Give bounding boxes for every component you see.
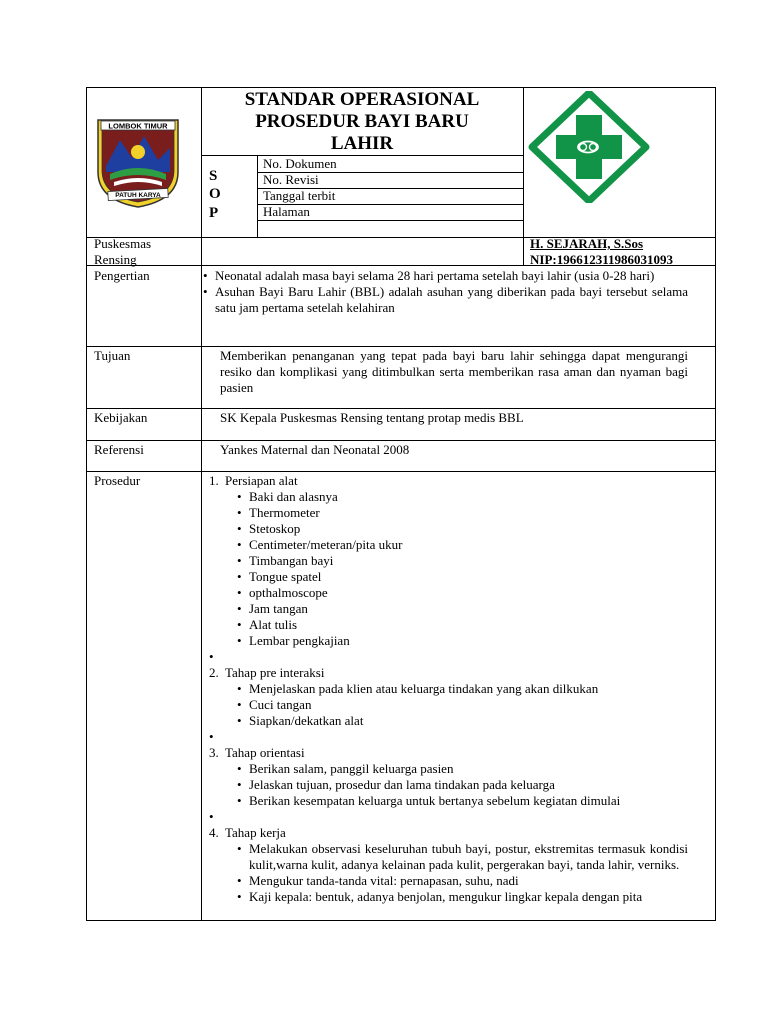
title-line: PROSEDUR BAYI BARU [255, 111, 469, 132]
list-item: • Stetoskop [237, 521, 688, 537]
list-item: • Jelaskan tujuan, prosedur dan lama tindakan pada keluarga [237, 777, 688, 793]
tujuan-text: Memberikan penanganan yang tepat pada bayi baru lahir sehingga dapat mengurangi resiko dan komplikasi yang ditimbulkan serta memberikan rasa aman dan nyaman bagi pasien [220, 348, 688, 395]
signer-name: H. SEJARAH, S.Sos [530, 236, 644, 251]
list-item: • Melakukan observasi keseluruhan tubuh bayi, postur, ekstremitas termasuk kondisi kulit,warna kulit, adanya kelainan pada kulit, pergerakan bayi, tanda lahir, verniks. [237, 841, 688, 873]
step-title: Tahap pre interaksi [225, 665, 325, 680]
list-item: • Siapkan/dekatkan alat [237, 713, 688, 729]
list-item: • Alat tulis [237, 617, 688, 633]
list-item: • Cuci tangan [237, 697, 688, 713]
divider [257, 155, 258, 237]
org-label [94, 236, 151, 268]
divider [87, 471, 716, 472]
halaman-label: Halaman [263, 204, 310, 219]
kebijakan-label: Kebijakan [94, 410, 148, 425]
org-label-line: Puskesmas [94, 236, 152, 251]
divider [87, 408, 716, 409]
list-item: • Centimeter/meteran/pita ukur [237, 537, 688, 553]
spacer [209, 809, 688, 825]
sop-letter: P [209, 205, 219, 221]
divider [201, 155, 523, 156]
step-number: 1. [209, 473, 219, 488]
tujuan-label: Tujuan [94, 348, 131, 363]
org-label-line: Rensing [94, 252, 137, 267]
list-item: • Tongue spatel [237, 569, 688, 585]
no-revisi-label: No. Revisi [263, 172, 319, 187]
list-item: • Berikan kesempatan keluarga untuk bertanya sebelum kegiatan dimulai [237, 793, 688, 809]
document-title [203, 89, 521, 155]
step-title: Tahap kerja [225, 825, 286, 840]
list-item: • Thermometer [237, 505, 688, 521]
step-title: Tahap orientasi [225, 745, 305, 760]
procedure-step [209, 473, 688, 649]
lombok-timur-emblem [92, 114, 184, 210]
sop-letter: S [209, 168, 218, 184]
emblem-text-top: LOMBOK TIMUR [108, 121, 168, 131]
divider [87, 346, 716, 347]
puskesmas-cross-logo [528, 91, 650, 203]
pengertian-label: Pengertian [94, 268, 150, 283]
title-line: LAHIR [330, 133, 394, 154]
list-item: • Berikan salam, panggil keluarga pasien [237, 761, 688, 777]
list-item: • Lembar pengkajian [237, 633, 688, 649]
pengertian-content [203, 268, 688, 316]
divider [201, 88, 202, 921]
kebijakan-text: SK Kepala Puskesmas Rensing tentang protap medis BBL [220, 410, 524, 425]
sop-letter: O [209, 186, 221, 202]
emblem-text-bottom: PATUH KARYA [115, 192, 161, 199]
step-number: 3. [209, 745, 219, 760]
step-title: Persiapan alat [225, 473, 298, 488]
list-item: • Mengukur tanda-tanda vital: pernapasan, suhu, nadi [237, 873, 688, 889]
spacer [209, 649, 688, 665]
list-item: • Neonatal adalah masa bayi selama 28 hari pertama setelah bayi lahir (usia 0-28 hari) [203, 268, 688, 284]
referensi-text: Yankes Maternal dan Neonatal 2008 [220, 442, 410, 457]
signer-nip: NIP:196612311986031093 [530, 252, 673, 267]
list-item: • Kaji kepala: bentuk, adanya benjolan, mengukur lingkar kepala dengan pita [237, 889, 688, 905]
procedure-step [209, 665, 688, 729]
tanggal-terbit-label: Tanggal terbit [263, 188, 336, 203]
referensi-label: Referensi [94, 442, 144, 457]
list-item: • Asuhan Bayi Baru Lahir (BBL) adalah asuhan yang diberikan pada bayi tersebut selama satu jam pertama setelah kelahiran [203, 284, 688, 316]
prosedur-content [209, 473, 688, 917]
divider [87, 440, 716, 441]
list-item: • Baki dan alasnya [237, 489, 688, 505]
list-item: • Timbangan bayi [237, 553, 688, 569]
divider [523, 88, 524, 237]
title-line: STANDAR OPERASIONAL [244, 89, 480, 110]
divider [523, 237, 524, 265]
prosedur-label: Prosedur [94, 473, 141, 488]
procedure-step [209, 745, 688, 809]
step-number: 4. [209, 825, 219, 840]
spacer [209, 729, 688, 745]
signer-block [530, 236, 673, 268]
sop-document [86, 87, 716, 921]
list-item: • opthalmoscope [237, 585, 688, 601]
list-item: • Jam tangan [237, 601, 688, 617]
divider [257, 220, 523, 221]
procedure-step [209, 825, 688, 905]
no-dokumen-label: No. Dokumen [263, 156, 337, 171]
step-number: 2. [209, 665, 219, 680]
list-item: • Menjelaskan pada klien atau keluarga tindakan yang akan dilkukan [237, 681, 688, 697]
